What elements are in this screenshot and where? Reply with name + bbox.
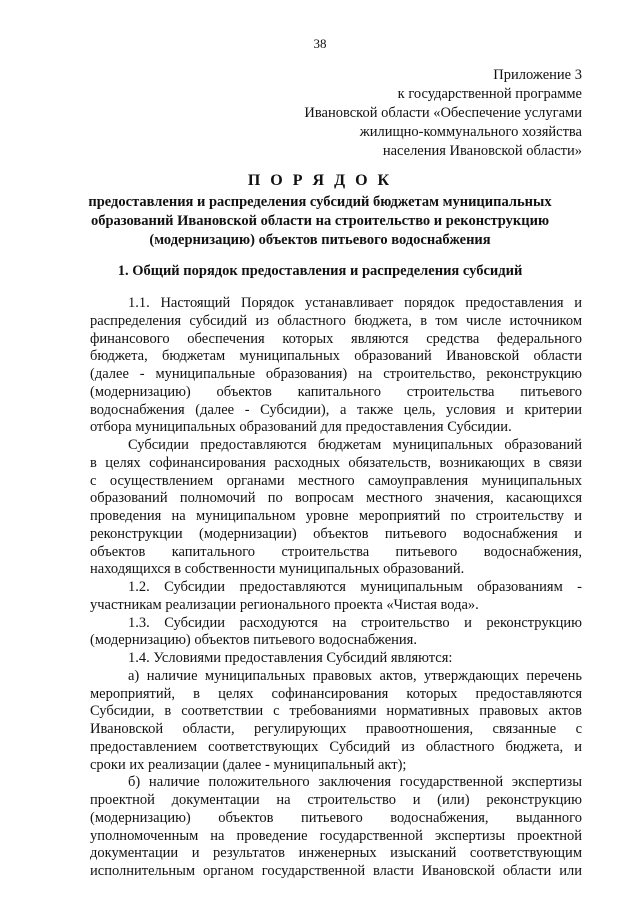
- document-subtitle: [60, 193, 580, 250]
- body-line: (модернизацию) объектов питьевого водоснабжения, выданного: [90, 809, 582, 826]
- appendix-line: населения Ивановской области»: [382, 143, 582, 159]
- body-line: находящихся в собственности муниципальных образований.: [90, 561, 465, 578]
- body-line: Субсидии, в соответствии с требованиями нормативных правовых актов: [90, 703, 582, 720]
- body-line: водоснабжения (далее - Субсидии), а также цель, условия и критерии: [90, 401, 582, 418]
- body-line: предоставлением соответствующих Субсидий из областного бюджета, и: [90, 738, 582, 755]
- body-line: образований полномочий по вопросам местного значения, касающихся: [90, 490, 582, 507]
- body-line: отбора муниципальных образований для предоставления Субсидии.: [90, 419, 512, 436]
- body-line: 1.1. Настоящий Порядок устанавливает порядок предоставления и: [128, 295, 582, 311]
- body-line: объектов капитального строительства питьевого водоснабжения,: [90, 543, 582, 560]
- subtitle-line: предоставления и распределения субсидий бюджетам муниципальных: [88, 194, 552, 210]
- subtitle-line: образований Ивановской области на строительство и реконструкцию: [90, 213, 550, 229]
- body-line: Ивановской области, регулирующих правоотношения, связанные с: [90, 721, 582, 737]
- body-line: 1.4. Условиями предоставления Субсидий являются:: [128, 650, 453, 666]
- body-line: документации и результатов инженерных изысканий соответствующим: [90, 845, 582, 862]
- body-line: (модернизацию) объектов капитального строительства питьевого: [90, 383, 582, 400]
- section-heading: 1. Общий порядок предоставления и распределения субсидий: [117, 263, 523, 279]
- appendix-line: жилищно-коммунального хозяйства: [359, 124, 582, 140]
- body-line: реконструкции (модернизации) объектов питьевого водоснабжения и: [90, 525, 582, 542]
- body-line: сроки их реализации (далее - муниципальный акт);: [90, 756, 407, 773]
- body-line: 1.2. Субсидии предоставляются муниципальным образованиям -: [128, 579, 582, 595]
- body-line: участникам реализации регионального проекта «Чистая вода».: [90, 596, 479, 613]
- body-line: б) наличие положительного заключения государственной экспертизы: [128, 774, 582, 791]
- appendix-line: Ивановской области «Обеспечение услугами: [304, 105, 582, 121]
- body-line: распределения субсидий из областного бюджета, в том числе источником: [90, 312, 582, 329]
- body-line: а) наличие муниципальных правовых актов, утверждающих перечень: [128, 667, 582, 684]
- body-line: проектной документации на строительство и (или) реконструкцию: [90, 792, 582, 808]
- appendix-line: к государственной программе: [397, 86, 582, 102]
- appendix-reference: [304, 66, 582, 161]
- body-line: Субсидии предоставляются бюджетам муниципальных образований: [128, 437, 582, 453]
- body-line: 1.3. Субсидии расходуются на строительство и реконструкцию: [128, 614, 582, 631]
- body-text: [90, 295, 582, 881]
- body-line: исполнительным органом государственной власти Ивановской области или: [90, 863, 582, 879]
- body-line: проведения на муниципальном уровне мероприятий по строительству и: [90, 508, 582, 524]
- body-line: уполномоченным на проведение государственной экспертизы проектной: [90, 827, 582, 844]
- subtitle-line: (модернизацию) объектов питьевого водоснабжения: [149, 232, 491, 248]
- body-line: бюджета, бюджетам муниципальных образований Ивановской области: [90, 348, 582, 365]
- body-line: финансового обеспечения которых являются средства федерального: [90, 330, 582, 347]
- body-line: (далее - муниципальные образования) на строительство, реконструкцию: [90, 366, 582, 382]
- page-number: 38: [313, 36, 327, 51]
- body-line: (модернизацию) объектов питьевого водоснабжения.: [90, 632, 417, 649]
- body-line: в целях софинансирования расходных обязательств, возникающих в связи: [90, 454, 582, 471]
- document-title: П О Р Я Д О К: [247, 172, 393, 189]
- body-line: мероприятий, в целях софинансирования которых предоставляются: [90, 685, 582, 702]
- appendix-line: Приложение 3: [493, 67, 582, 83]
- body-line: с осуществлением органами местного самоуправления муниципальных: [90, 472, 582, 489]
